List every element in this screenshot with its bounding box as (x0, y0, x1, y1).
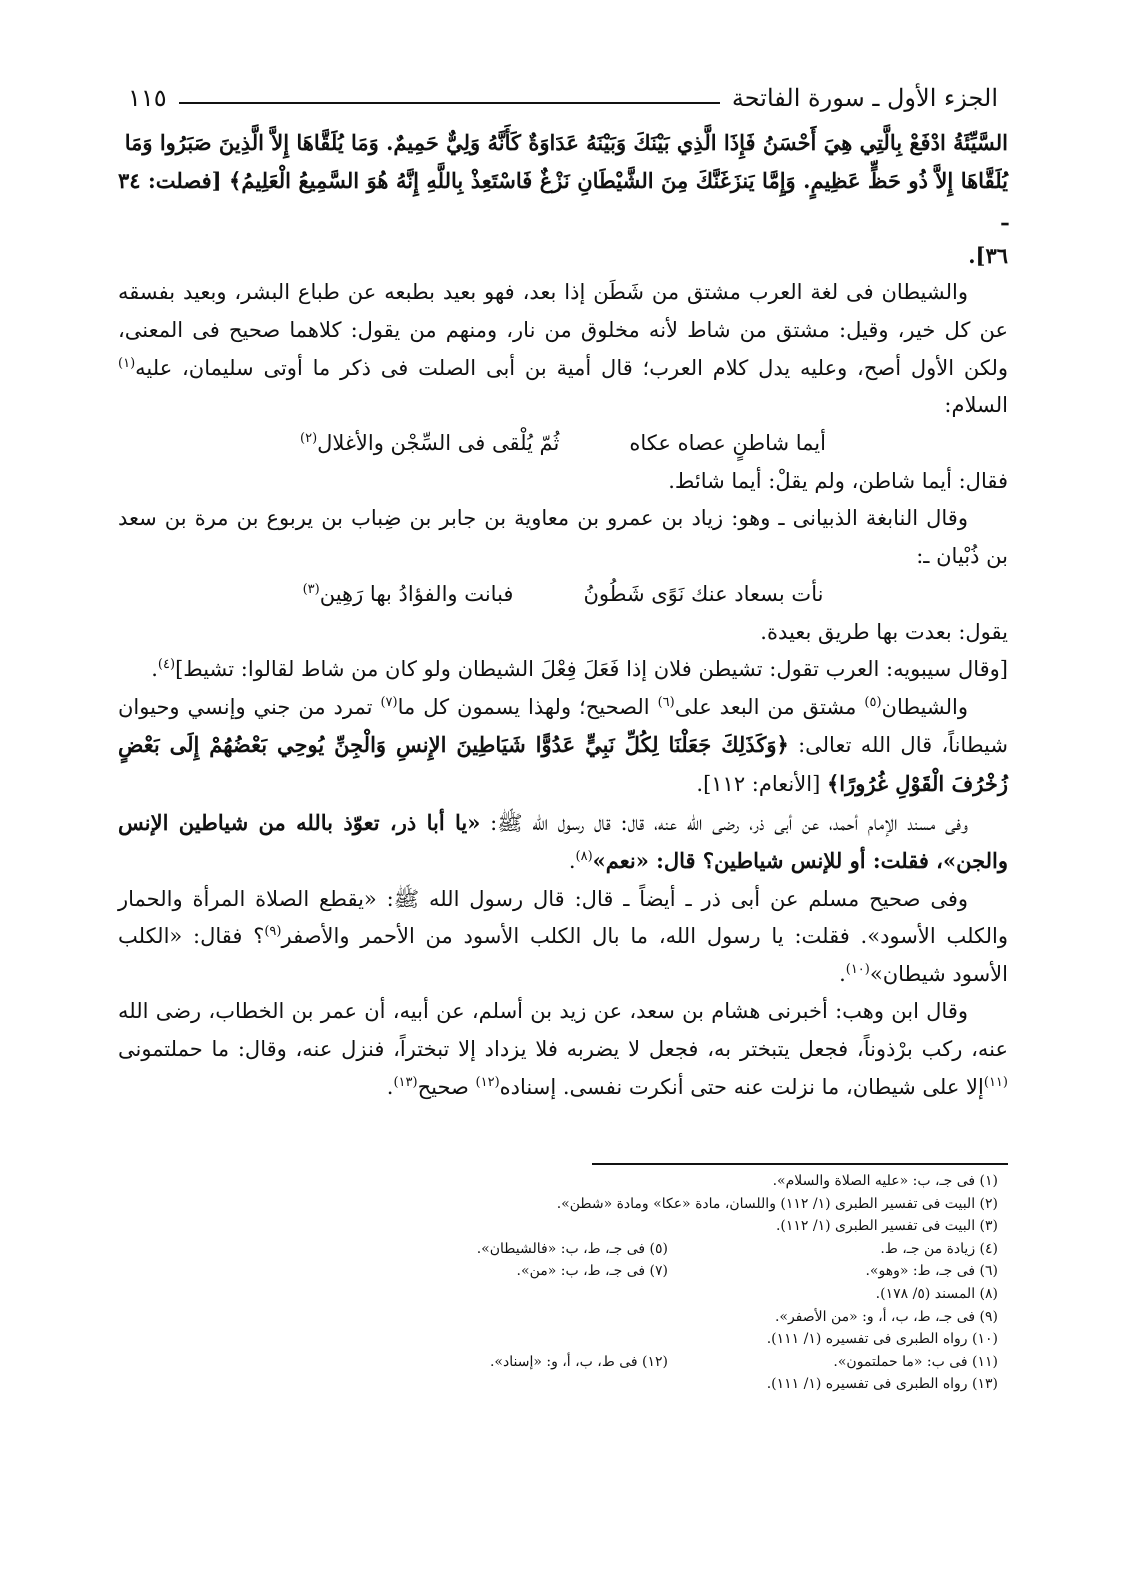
footnote-row-11-12 (330, 1351, 998, 1374)
p6-b: مشتق من البعد على (674, 694, 865, 719)
quran-quote-line-3: ٣٦]. (968, 242, 1008, 268)
paragraph-shaytan-etymology (118, 274, 1008, 424)
footnote-3: (٣) البيت فى تفسير الطبرى (١/ ١١٢). (775, 1218, 998, 1235)
footnote-ref-8: (٨) (575, 849, 593, 865)
poem-nabigha (118, 576, 1008, 614)
p6-a: والشيطان (881, 694, 969, 719)
p9-a: وقال ابن وهب: أخبرنى هشام بن سعد، عن زيد بن أسلم، عن أبيه، أن عمر بن الخطاب، رضى الله عنه، ركب برْذوناً، فجعل يتبختر به، فجعل لا يضربه فلا يزداد إلا تبختراً، فنزل عنه، وقال: ما حملتمونى (118, 999, 1008, 1062)
footnote-8: (٨) المسند (٥/ ١٧٨). (875, 1285, 998, 1302)
quran-quote-anam: ﴿وَكَذَلِكَ جَعَلْنَا لِكُلِّ نَبِيٍّ عَدُوًّا شَيَاطِينَ الإِنسِ وَالْجِنِّ يُوحِي بَعْضُهُمْ إِلَى بَعْضٍ زُخْرُفَ الْقَوْلِ غُرُورًا﴾ (118, 732, 1008, 796)
footnote-ref-11: (١١) (983, 1074, 1008, 1090)
p9-c: صحيح (417, 1074, 476, 1099)
paragraph-ibn-wahb (118, 993, 1008, 1106)
footnote-ref-3: (٣) (302, 581, 320, 597)
footnote-ref-13: (١٣) (393, 1074, 418, 1090)
footnote-ref-7: (٧) (380, 694, 398, 710)
poem1-second-text: ثُمّ يُلْقى فى السِّجْن والأغلال (317, 430, 560, 455)
paragraph-distance (118, 689, 1008, 804)
footnote-ref-9: (٩) (264, 924, 282, 940)
footnote-5: (٥) فى جـ، ط، ب: «فالشيطان». (476, 1240, 668, 1257)
quran-quote-line-1: السَّيِّئَةُ ادْفَعْ بِالَّتِي هِيَ أَحْسَنُ فَإِذَا الَّذِي بَيْنَكَ وَبَيْنَهُ عَدَاوَةٌ كَأَنَّهُ وَلِيٌّ حَمِيمٌ. وَمَا يُلَقَّاهَا إِلاَّ الَّذِينَ صَبَرُوا وَمَا (124, 130, 1008, 155)
footnote-ref-2: (٢) (300, 430, 318, 446)
p9-b: إلا على شيطان، ما نزلت عنه حتى أنكرت نفسى. إسناده (499, 1074, 984, 1099)
p5-text: [وقال سيبويه: العرب تقول: تشيطن فلان إذا فَعَلَ فِعْلَ الشيطان ولو كان من شاط لقالوا: تشيط] (175, 657, 1008, 682)
main-text (118, 124, 1008, 1106)
footnote-ref-1: (١) (118, 355, 136, 371)
footnote-10: (١٠) رواه الطبرى فى تفسيره (١/ ١١١). (766, 1331, 998, 1348)
running-header (128, 78, 998, 118)
footnote-ref-4: (٤) (157, 657, 176, 673)
paragraph-musnad (118, 804, 1008, 881)
footnote-ref-6: (٦) (657, 694, 675, 710)
footnote-9: (٩) فى جـ، ط، ب، أ، و: «من الأصفر». (774, 1308, 998, 1325)
footnote-ref-5: (٥) (864, 694, 882, 710)
poem1-second-hemistich (300, 425, 559, 463)
p6-e: [الأنعام: ١١٢]. (696, 771, 827, 796)
paragraph-shatin: فقال: أيما شاطن، ولم يقلْ: أيما شائط. (668, 468, 1008, 493)
paragraph-sibawayh (118, 651, 1008, 689)
footnote-4: (٤) زيادة من جـ، ط. (880, 1240, 998, 1257)
p8-period: . (839, 961, 846, 986)
footnote-ref-10: (١٠) (845, 961, 870, 977)
hadith-abu-dharr: «يا أبا ذر، تعوّذ بالله من شياطين الإنس والجن»، فقلت: أو للإنس شياطين؟ قال: «نعم» (118, 809, 1008, 874)
p6-d: تمرد من جني وإنسي وحيوان شيطاناً، قال الله تعالى: (118, 694, 1008, 758)
header-rule (179, 102, 720, 104)
footnote-row-4-5 (330, 1238, 998, 1261)
p6-c: الصحيح؛ ولهذا يسمون كل ما (397, 694, 658, 719)
footnote-row-6-7 (330, 1260, 998, 1283)
footnote-1: (١) فى جـ، ب: «عليه الصلاة والسلام». (772, 1173, 998, 1189)
footnote-2: (٢) البيت فى تفسير الطبرى (١/ ١١٢) واللسان، مادة «عكا» ومادة «شطن». (556, 1195, 998, 1212)
p9-period: . (386, 1074, 394, 1099)
poem2-second-hemistich (303, 576, 514, 614)
poem2-first-hemistich: نأت بسعاد عنك نَوًى شَطُونُ (583, 581, 824, 606)
p1-end: السلام: (944, 393, 1008, 418)
page-number: ١١٥ (128, 84, 167, 112)
p8-b: ؟ فقال: «الكلب الأسود شيطان» (118, 924, 1008, 986)
paragraph-meaning: يقول: بعدت بها طريق بعيدة. (760, 619, 1008, 644)
quran-quote-line-2: يُلَقَّاهَا إِلاَّ ذُو حَظٍّ عَظِيمٍ. وَإِمَّا يَنزَغَنَّكَ مِنَ الشَّيْطَانِ نَزْغٌ فَاسْتَعِذْ بِاللَّهِ إِنَّهُ هُوَ السَّمِيعُ الْعَلِيمُ﴾ [فصلت: ٣٤ ـ (118, 167, 1008, 231)
p5-period: . (151, 657, 158, 682)
footnote-12: (١٢) فى ط، ب، أ، و: «إسناد». (489, 1353, 668, 1370)
footnotes (330, 1170, 998, 1396)
poem-umayya (118, 425, 1008, 463)
paragraph-muslim (118, 881, 1008, 994)
p1-text: والشيطان فى لغة العرب مشتق من شَطَن إذا بعد، فهو بعيد بطبعه عن طباع البشر، وبعيد بفسقه عن كل خير، وقيل: مشتق من شاط لأنه مخلوق من نار، ومنهم من يقول: كلاهما صحيح فى المعنى، ولكن الأول أصح، وعليه يدل كلام العرب؛ قال أمية بن أبى الصلت فى ذكر ما أوتى سليمان، عليه (118, 280, 1008, 380)
paragraph-nabigha: وقال النابغة الذبيانى ـ وهو: زياد بن عمرو بن معاوية بن جابر بن ضِباب بن يربوع بن مرة بن سعد بن ذُبْيان ـ: (118, 506, 1008, 568)
poem2-second-text: فبانت والفؤادُ بها رَهِين (319, 581, 514, 606)
footnote-13: (١٣) رواه الطبرى فى تفسيره (١/ ١١١). (766, 1376, 998, 1393)
poem1-first-hemistich: أيما شاطنٍ عصاه عكاه (629, 430, 826, 455)
header-title: الجزء الأول ـ سورة الفاتحة (731, 84, 998, 112)
footnote-ref-12: (١٢) (475, 1074, 500, 1090)
p7-a: وفى مسند الإمام أحمد، عن أبى ذر، رضى الله عنه، قال: قال رسول الله ﷺ: (480, 810, 968, 835)
p7-period: . (568, 849, 576, 874)
footnote-7: (٧) فى جـ، ط، ب: «من». (516, 1263, 668, 1280)
footnote-11: (١١) فى ب: «ما حملتمون». (833, 1353, 998, 1370)
footnote-separator (592, 1163, 1008, 1165)
footnote-6: (٦) فى جـ، ط: «وهو». (865, 1263, 998, 1280)
p8-a: وفى صحيح مسلم عن أبى ذر ـ أيضاً ـ قال: قال رسول الله ﷺ: «يقطع الصلاة المرأة والحمار والكلب الأسود». فقلت: يا رسول الله، ما بال الكلب الأسود من الأحمر والأصفر (118, 886, 1008, 949)
